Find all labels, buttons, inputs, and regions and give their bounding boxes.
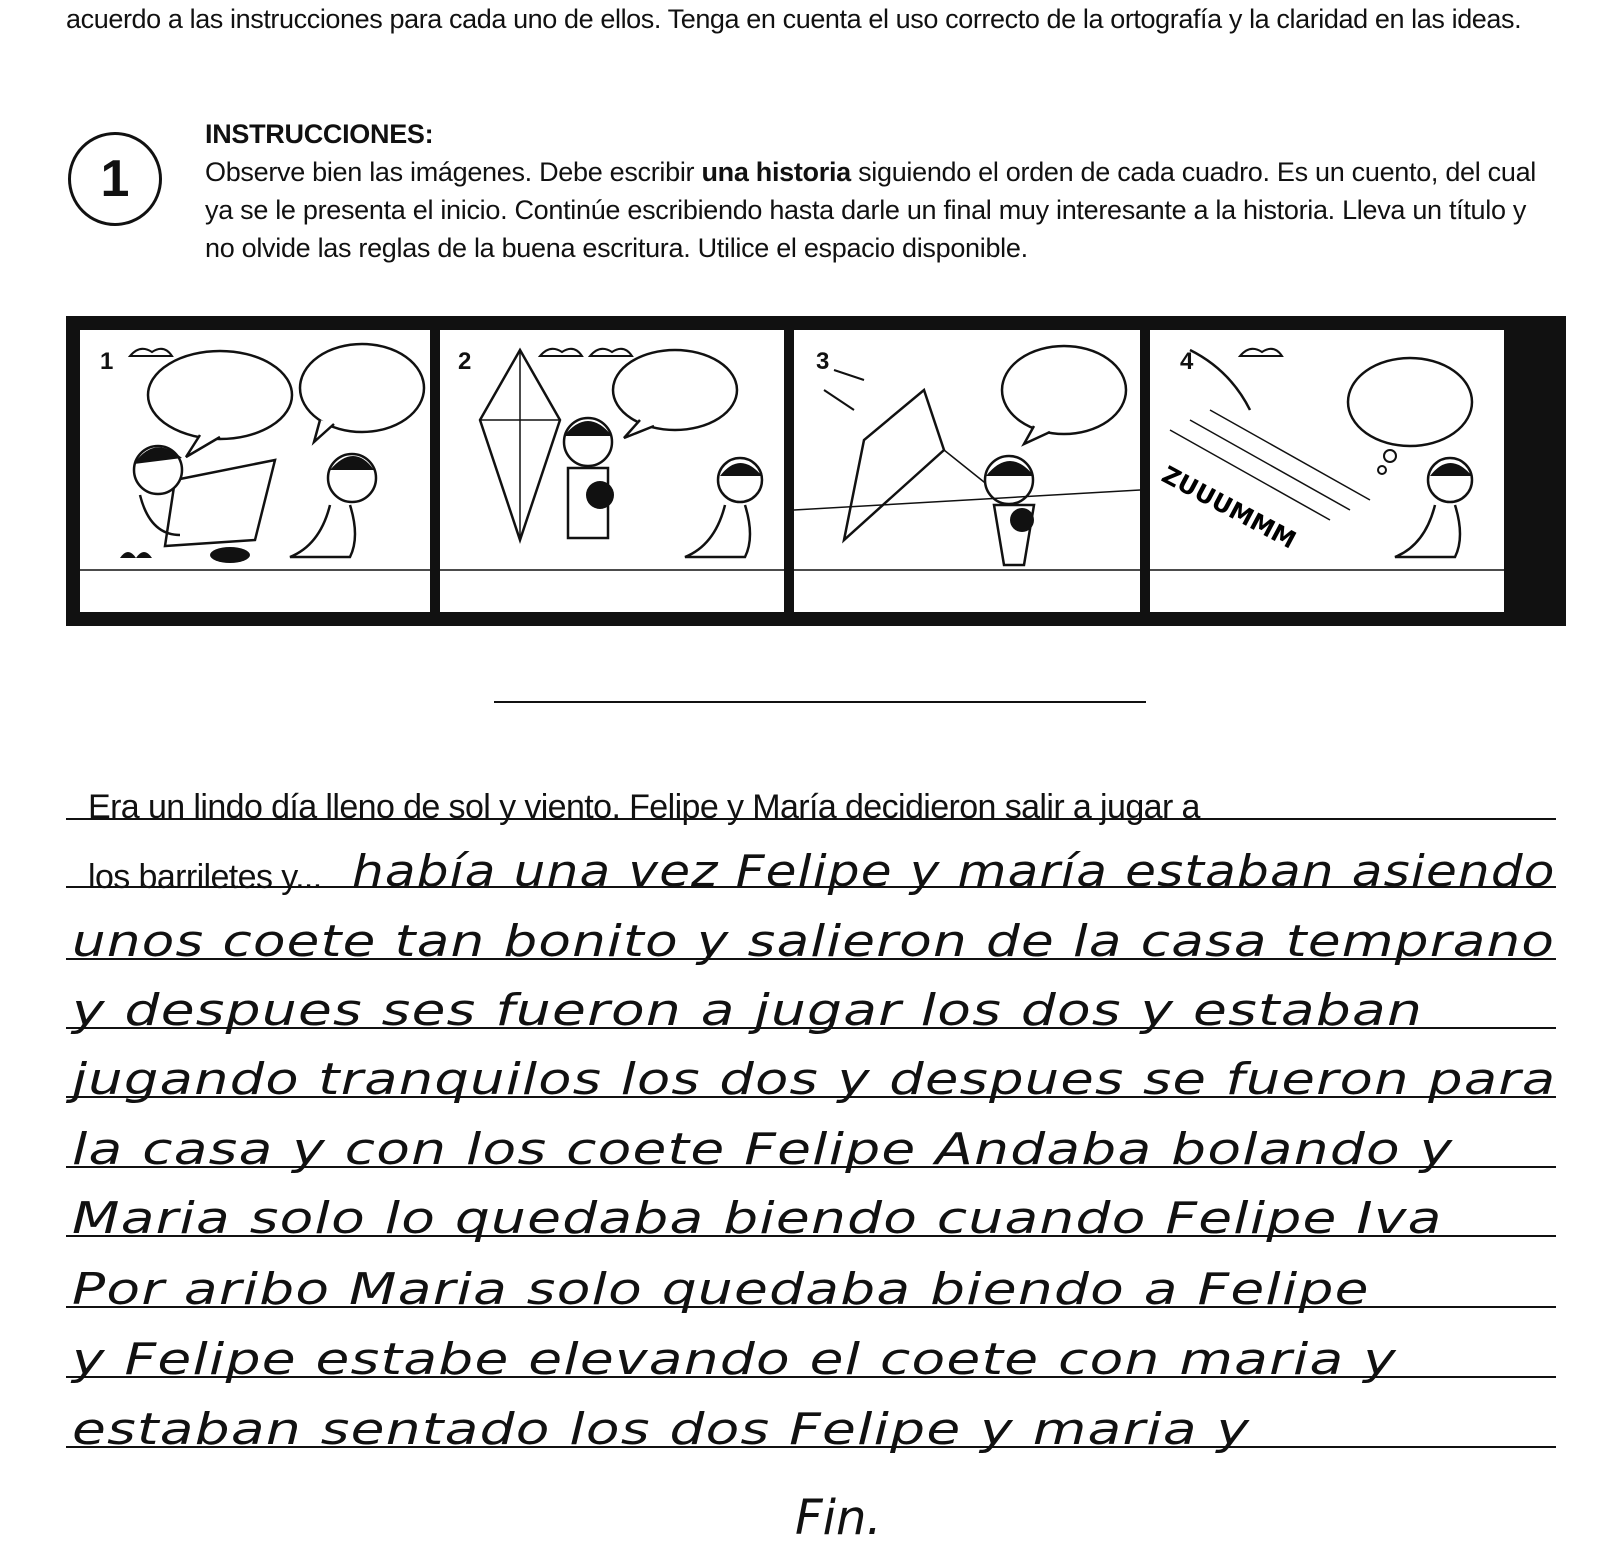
comic-panel-1 [80,330,430,612]
handwritten-line: y despues ses fueron a jugar los dos y estaban [72,985,1424,1036]
comic-panel-3-illustration [794,330,1140,612]
story-title-line [494,701,1146,703]
instructions-bold-text: una historia [701,157,851,187]
comic-panel-3 [794,330,1140,612]
panel-number-4: 4 [1180,348,1194,375]
handwritten-line: y Felipe estabe elevando el coete con maria y [72,1334,1398,1385]
comic-strip [66,316,1566,626]
comic-panel-2-illustration [440,330,784,612]
panel-4-sound-effect: ZUUUMMM [1157,460,1301,555]
instructions-title: INSTRUCCIONES: [205,119,434,149]
story-typed-line-1: Era un lindo día lleno de sol y viento. Felipe y María decidieron salir a jugar a [88,788,1200,826]
step-number-badge: 1 [68,132,162,226]
instructions-text: Observe bien las imágenes. Debe escribir una historia siguiendo el orden de cada cuadro. Es un cuento, del cual ya se le presenta el inicio. Continúe escribiendo hasta darle un final muy interesante a la historia. Lleva un título y no olvide las reglas de la buena escritura. Utilice el espacio disponible. [205,157,1536,263]
panel-number-1: 1 [100,348,114,375]
handwritten-line: estaban sentado los dos Felipe y maria y [72,1404,1251,1455]
handwritten-line: unos coete tan bonito y salieron de la casa temprano [72,916,1556,967]
comic-panel-2 [440,330,784,612]
story-typed-line-2: los barriletes y... [88,858,322,896]
intro-paragraph: acuerdo a las instrucciones para cada uno de ellos. Tenga en cuenta el uso correcto de la ortografía y la claridad en las ideas. [66,4,1522,34]
panel-number-3: 3 [816,348,830,375]
comic-panel-1-illustration [80,330,430,612]
instructions-block [205,115,1555,267]
comic-panel-4-illustration [1150,330,1504,612]
panel-number-2: 2 [458,348,472,375]
story-ending: Fin. [795,1490,882,1546]
handwritten-line: Maria solo lo quedaba biendo cuando Felipe Iva [72,1193,1443,1244]
comic-panel-4 [1150,330,1504,612]
handwritten-line: la casa y con los coete Felipe Andaba bolando y [72,1124,1454,1175]
handwritten-line: Por aribo Maria solo quedaba biendo a Felipe [72,1264,1370,1315]
handwritten-line: jugando tranquilos los dos y despues se fueron para [72,1054,1557,1105]
handwritten-line: había una vez Felipe y maría estaban asiendo [352,846,1556,897]
